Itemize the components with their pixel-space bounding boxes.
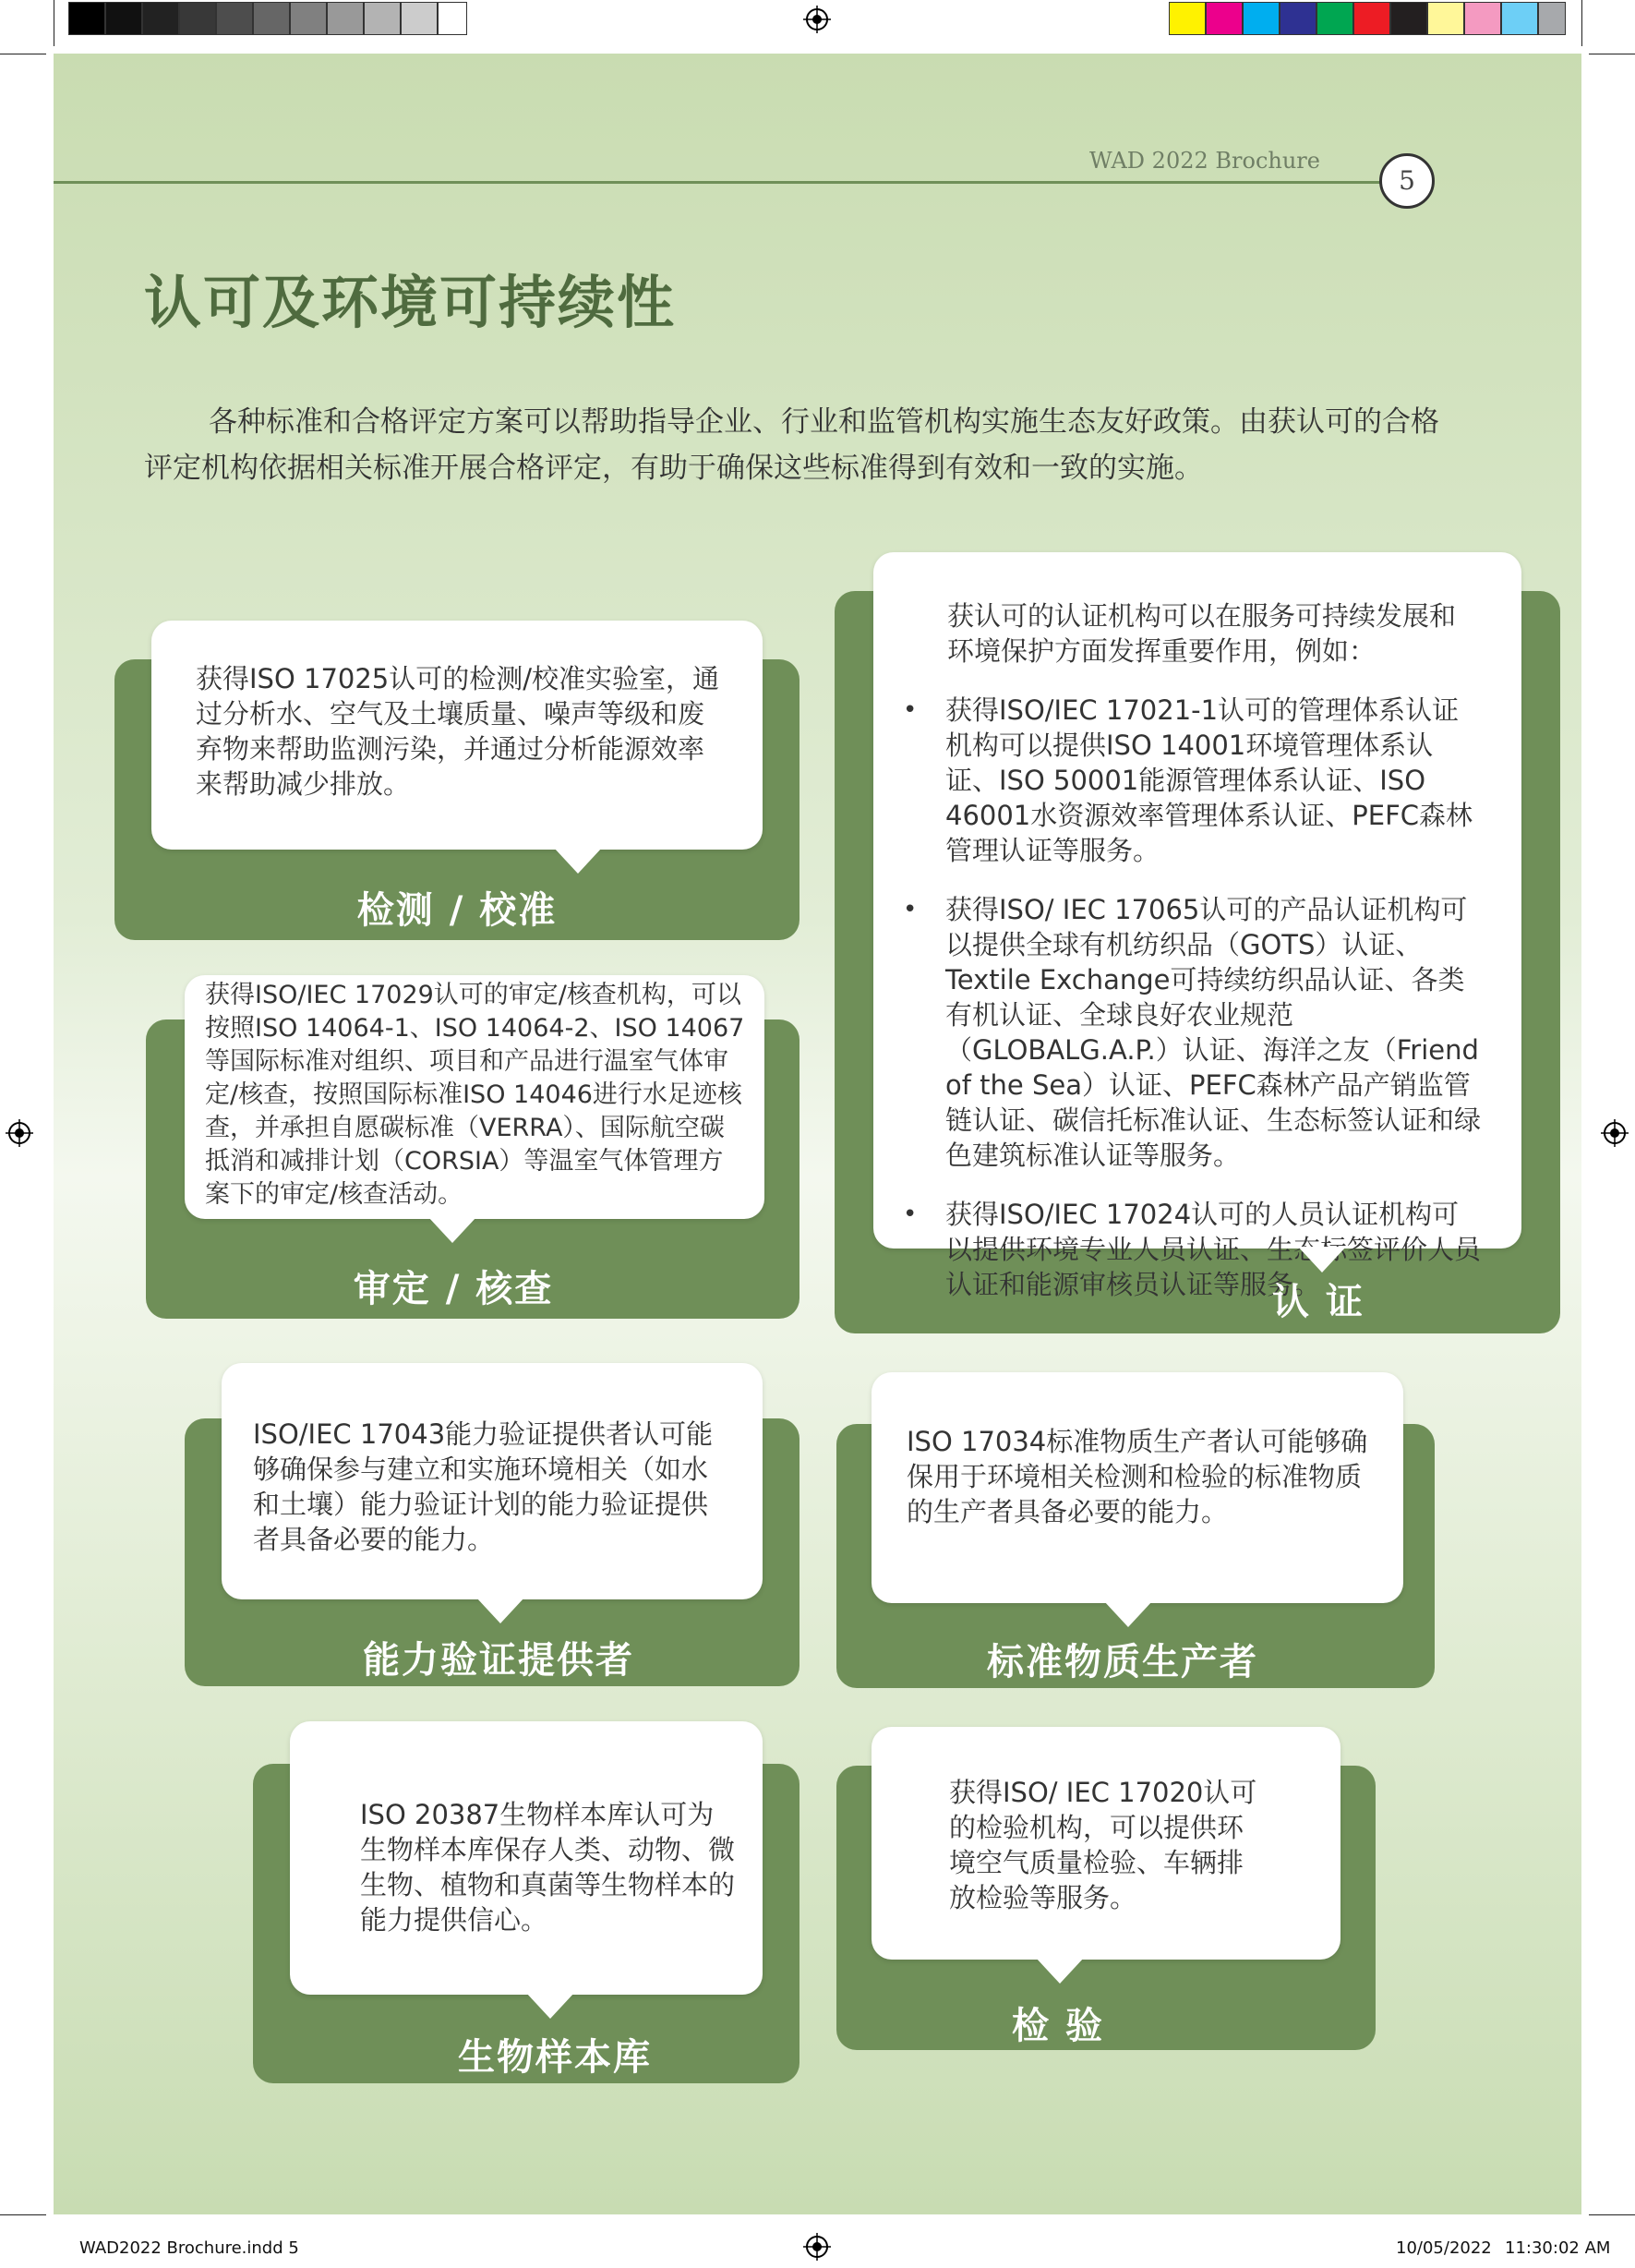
callout-tail [554, 848, 602, 874]
card-text-box [872, 1372, 1403, 1603]
brochure-name: WAD 2022 Brochure [1089, 148, 1320, 174]
card-label: 检测 / 校准 [356, 889, 558, 932]
footer-time: 11:30:02 AM [1505, 2238, 1611, 2258]
card-text: ISO 17034标准物质生产者认可能够确保用于环境相关检测和检验的标准物质的生产者具备必要的能力。 [907, 1426, 1368, 1527]
bullet: • [903, 696, 918, 724]
card-text-box [222, 1363, 763, 1599]
callout-tail [1298, 1247, 1346, 1273]
bullet: • [903, 896, 918, 923]
card-text: ISO/IEC 17043能力验证提供者认可能够确保参与建立和实施环境相关（如水和土壤）能力验证计划的能力验证提供者具备必要的能力。 [253, 1418, 714, 1555]
registration-mark-icon [1601, 1119, 1629, 1147]
intro-paragraph: 各种标准和合格评定方案可以帮助指导企业、行业和监管机构实施生态友好政策。由获认可的合格评定机构依据相关标准开展合格评定，有助于确保这些标准得到有效和一致的实施。 [144, 405, 1439, 485]
list-item: • 获得ISO/IEC 17021-1认可的管理体系认证机构可以提供ISO 14001环境管理体系认证、ISO 50001能源管理体系认证、ISO 46001水资源效率管理体系认证、PEFC森林管理认证等服务。 [903, 694, 1473, 866]
footer-file-name: WAD2022 Brochure.indd 5 [79, 2238, 299, 2258]
card-text-box [151, 621, 763, 850]
crop-mark [1589, 2214, 1635, 2215]
card-text-box [185, 975, 764, 1219]
crop-mark [1581, 0, 1582, 46]
callout-tail [526, 1993, 574, 2019]
page-number: 5 [1379, 153, 1435, 209]
card-label: 审定 / 核查 [353, 1268, 554, 1310]
page-title: 认可及环境可持续性 [144, 269, 677, 336]
card-text: 获得ISO 17025认可的检测/校准实验室，通过分析水、空气及土壤质量、噪声等级和废弃物来帮助监测污染，并通过分析能源效率来帮助减少排放。 [196, 663, 720, 800]
registration-mark-icon [803, 6, 831, 33]
card-text: 获得ISO/IEC 17029认可的审定/核查机构，可以按照ISO 14064-1、ISO 14064-2、ISO 14067等国际标准对组织、项目和产品进行温室气体审定/核查，按照国际标准ISO 14046进行水足迹核查，并承担自愿碳标准（VERRA）、国际航空碳抵消和减排计划（CORSIA）等温室气体管理方案下的审定/核查活动。 [205, 981, 745, 1209]
crop-mark [0, 2214, 46, 2215]
registration-mark-icon [6, 1119, 33, 1147]
card-label: 生物样本库 [458, 2036, 652, 2079]
registration-mark-icon [803, 2233, 831, 2261]
bullet: • [903, 1200, 918, 1228]
card-text: ISO 20387生物样本库认可为生物样本库保存人类、动物、微生物、植物和真菌等生物样本的能力提供信心。 [360, 1799, 736, 1936]
card-text-box [873, 552, 1521, 1300]
card-text-box [290, 1721, 763, 1995]
card-text-box [872, 1727, 1340, 1960]
card-label: 检 验 [1012, 2005, 1104, 2047]
card-label: 标准物质生产者 [987, 1641, 1258, 1683]
callout-tail [428, 1217, 476, 1243]
card-label: 认 证 [1272, 1281, 1365, 1323]
certification-bullet-list [890, 693, 1481, 1302]
callout-tail [1036, 1958, 1084, 1984]
list-item: • 获得ISO/IEC 17024认可的人员认证机构可以提供环境专业人员认证、生态标签评价人员认证和能源审核员认证等服务。 [903, 1199, 1482, 1300]
card-text: 获得ISO/ IEC 17020认可的检验机构，可以提供环境空气质量检验、车辆排放检验等服务。 [949, 1777, 1257, 1913]
header-rule [54, 181, 1383, 184]
footer-date: 10/05/2022 [1396, 2238, 1492, 2258]
callout-tail [1104, 1601, 1152, 1627]
list-item: • 获得ISO/ IEC 17065认可的产品认证机构可以提供全球有机纺织品（GOTS）认证、Textile Exchange可持续纺织品认证、各类有机认证、全球良好农业规范（GLOBALG.A.P.）认证、海洋之友（Friend of the Sea）认证、PEFC森林产品产销监管链认证、碳信托标准认证、生态标签认证和绿色建筑标准认证等服务。 [903, 894, 1482, 1171]
card-label: 能力验证提供者 [363, 1639, 634, 1682]
certification-intro: 获认可的认证机构可以在服务可持续发展和环境保护方面发挥重要作用，例如： [947, 600, 1457, 667]
callout-tail [476, 1598, 524, 1623]
